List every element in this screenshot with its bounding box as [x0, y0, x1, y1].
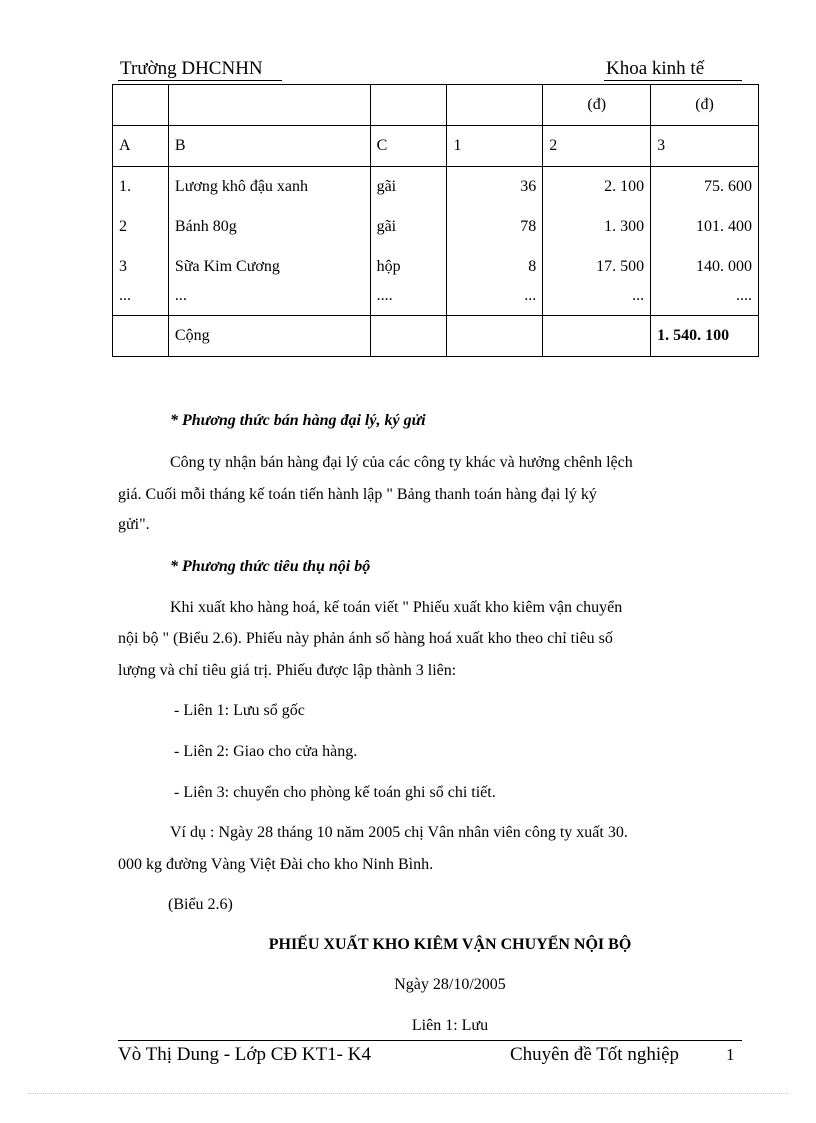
page-number: 1 [726, 1045, 735, 1064]
table-cell: Sữa Kim Cương [168, 247, 370, 287]
list-item: - Liên 1: Lưu sổ gốc [174, 702, 305, 719]
table-cell [113, 85, 169, 126]
table-row [113, 247, 759, 287]
paragraph-line: giá. Cuối mỗi tháng kế toán tiến hành lập " Bảng thanh toán hàng đại lý ký [118, 486, 597, 503]
table-cell [543, 316, 651, 357]
table-row [113, 207, 759, 247]
table-cell: 75. 600 [651, 167, 759, 208]
paragraph-line: lượng và chỉ tiêu giá trị. Phiếu được lập thành 3 liên: [118, 662, 457, 679]
table-cell: 1 [447, 126, 543, 167]
table-cell: 8 [447, 247, 543, 287]
table-cell: 140. 000 [651, 247, 759, 287]
table-cell [113, 316, 169, 357]
footer-topic: Chuyên đề Tốt nghiệp [510, 1044, 680, 1065]
table-row [113, 287, 759, 316]
table-cell: 3 [651, 126, 759, 167]
paragraph-line: Ví dụ : Ngày 28 tháng 10 năm 2005 chị Vân nhân viên công ty xuất 30. [170, 824, 628, 841]
bieu-label: (Biểu 2.6) [168, 896, 233, 913]
list-item: - Liên 3: chuyển cho phòng kế toán ghi sổ chi tiết. [174, 784, 496, 801]
footer-rule [118, 1040, 742, 1041]
header-underline-left [118, 80, 282, 81]
table-cell: 2 [543, 126, 651, 167]
table-row [113, 167, 759, 208]
table-cell: hộp [370, 247, 447, 287]
section-heading-agency: * Phương thức bán hàng đại lý, ký gửi [170, 412, 426, 429]
table-cell: 101. 400 [651, 207, 759, 247]
paragraph-line: gửi". [118, 516, 150, 533]
form-copy: Liên 1: Lưu [411, 1017, 489, 1034]
table-cell: ... [113, 287, 169, 316]
table-cell [370, 316, 447, 357]
table-cell: ... [543, 287, 651, 316]
page-bottom-dotted-line [28, 1093, 788, 1094]
table-cell: 1. [113, 167, 169, 208]
table-cell: (đ) [543, 85, 651, 126]
header-school: Trường DHCNHN [120, 58, 263, 79]
form-date: Ngày 28/10/2005 [394, 976, 506, 993]
table-cell: A [113, 126, 169, 167]
table-cell: gãi [370, 167, 447, 208]
table-cell: .... [651, 287, 759, 316]
table-total-row [113, 316, 759, 357]
table-cell: C [370, 126, 447, 167]
table-cell: 17. 500 [543, 247, 651, 287]
paragraph-line: nội bộ " (Biểu 2.6). Phiếu này phản ánh số hàng hoá xuất kho theo chỉ tiêu số [118, 630, 613, 647]
table-cell [447, 316, 543, 357]
header-faculty: Khoa kinh tế [606, 58, 705, 79]
footer-author: Vò Thị Dung - Lớp CĐ KT1- K4 [118, 1044, 371, 1065]
table-cell: 2 [113, 207, 169, 247]
goods-table [112, 84, 759, 357]
table-cell: 78 [447, 207, 543, 247]
table-cell [168, 85, 370, 126]
table-unit-row [113, 85, 759, 126]
table-letter-row [113, 126, 759, 167]
paragraph-line: Công ty nhận bán hàng đại lý của các công ty khác và hưởng chênh lệch [170, 454, 633, 471]
paragraph-line: Khi xuất kho hàng hoá, kế toán viết " Phiếu xuất kho kiêm vận chuyển [170, 599, 623, 616]
paragraph-line: 000 kg đường Vàng Việt Đài cho kho Ninh Bình. [118, 856, 434, 873]
table-cell: Bánh 80g [168, 207, 370, 247]
table-cell: ... [168, 287, 370, 316]
table-cell: 1. 300 [543, 207, 651, 247]
table-cell: gãi [370, 207, 447, 247]
table-cell: 2. 100 [543, 167, 651, 208]
header-underline-right [604, 80, 742, 81]
table-cell: .... [370, 287, 447, 316]
section-heading-internal: * Phương thức tiêu thụ nội bộ [170, 558, 371, 575]
list-item: - Liên 2: Giao cho cửa hàng. [174, 743, 358, 760]
table-cell: Lương khô đậu xanh [168, 167, 370, 208]
table-cell [370, 85, 447, 126]
form-title: PHIẾU XUẤT KHO KIÊM VẬN CHUYỂN NỘI BỘ [268, 936, 632, 953]
table-cell: 36 [447, 167, 543, 208]
table-cell: (đ) [651, 85, 759, 126]
table-cell: B [168, 126, 370, 167]
table-cell [447, 85, 543, 126]
table-cell: ... [447, 287, 543, 316]
total-label: Cộng [168, 316, 370, 357]
total-value: 1. 540. 100 [651, 316, 759, 357]
table-cell: 3 [113, 247, 169, 287]
